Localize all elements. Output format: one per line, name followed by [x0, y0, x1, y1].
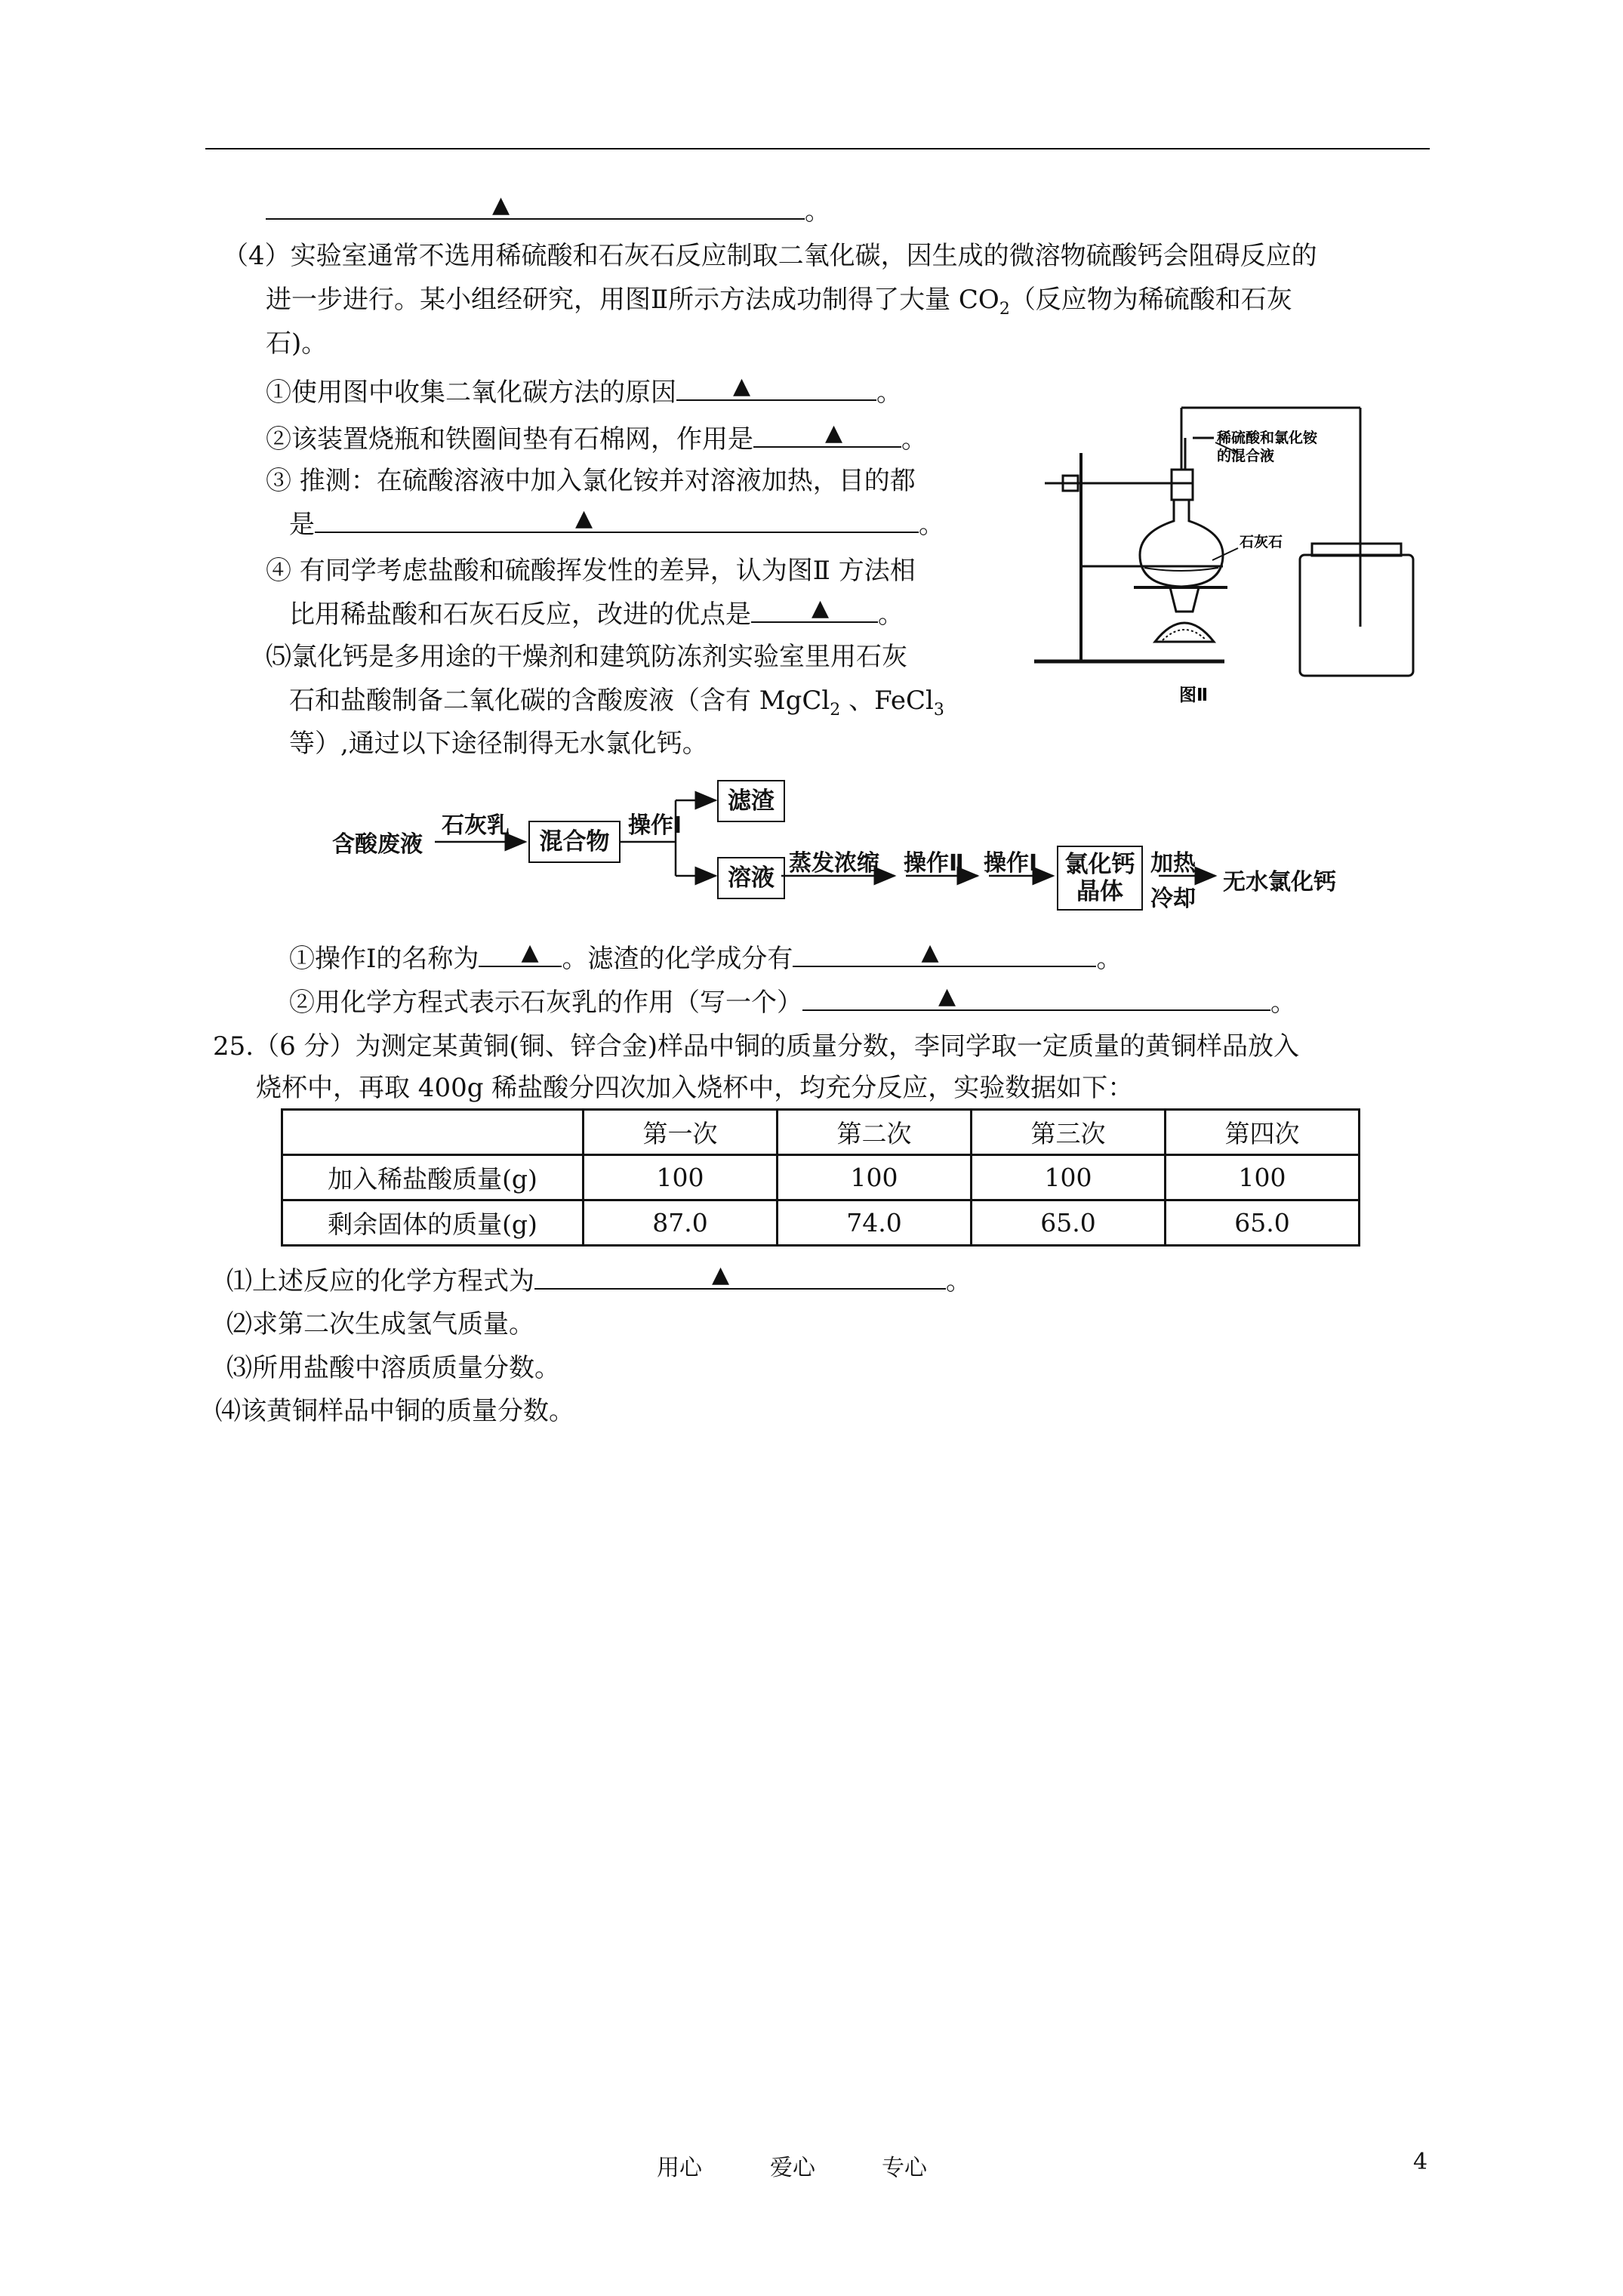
- flow-reagent: 石灰乳: [442, 812, 510, 839]
- flow-cool: 冷却: [1150, 886, 1196, 912]
- table-cell: 65.0: [1166, 1200, 1360, 1246]
- flow-op1b: 操作Ⅰ: [984, 850, 1038, 877]
- table-cell: 65.0: [972, 1200, 1166, 1246]
- answer-blank[interactable]: ▲: [315, 506, 919, 533]
- table-cell: 74.0: [778, 1200, 972, 1246]
- q24-4-sub3-line2: 是 ▲ 。: [289, 505, 944, 540]
- footer-word-3: 专心: [882, 2155, 927, 2181]
- table-cell: 100: [778, 1155, 972, 1200]
- q25-intro-line1: 25.（6 分）为测定某黄铜(铜、锌合金)样品中铜的质量分数，李同学取一定质量的黄铜样品放入: [213, 1031, 1300, 1062]
- page-number: 4: [1413, 2149, 1428, 2175]
- q24-4-intro-line2: 进一步进行。某小组经研究，用图Ⅱ所示方法成功制得了大量 $CO_2$（反应物为稀硫酸和石灰: [266, 285, 1292, 319]
- apparatus-figure: [1034, 393, 1457, 725]
- footer-word-2: 爱心: [770, 2155, 815, 2181]
- table-cell: 100: [584, 1155, 778, 1200]
- q24-4-sub5-line3: 等）,通过以下途径制得无水氯化钙。: [289, 729, 708, 759]
- table-cell: 100: [1166, 1155, 1360, 1200]
- figure-caption: 图Ⅱ: [1179, 686, 1209, 705]
- flow-op2: 操作Ⅱ: [904, 850, 964, 877]
- q24-4-sub3-line1: ③ 推测：在硫酸溶液中加入氯化铵并对溶液加热，目的都: [266, 466, 916, 496]
- header-rule: [205, 148, 1430, 149]
- answer-blank[interactable]: ▲: [534, 1262, 946, 1290]
- answer-blank[interactable]: ▲: [793, 940, 1096, 967]
- answer-blank[interactable]: ▲: [266, 193, 805, 220]
- table-header-row: [282, 1110, 1360, 1155]
- table-header-cell: 第二次: [778, 1110, 972, 1155]
- flow-start: 含酸废液: [332, 831, 423, 858]
- table-header-cell: 第三次: [972, 1110, 1166, 1155]
- figure-label-limestone: 石灰石: [1240, 534, 1283, 550]
- answer-blank[interactable]: ▲: [753, 421, 901, 448]
- flow-heat: 加热: [1150, 850, 1196, 877]
- table-cell: 加入稀盐酸质量(g): [282, 1155, 584, 1200]
- answer-blank[interactable]: ▲: [751, 596, 878, 623]
- q24-4-process-q2: ②用化学方程式表示石灰乳的作用（写一个） ▲ 。: [289, 983, 1296, 1018]
- footer-word-1: 用心: [657, 2155, 702, 2181]
- q24-4-sub2: ②该装置烧瓶和铁圈间垫有石棉网，作用是 ▲ 。: [266, 420, 927, 455]
- table-cell: 100: [972, 1155, 1166, 1200]
- answer-blank[interactable]: ▲: [479, 940, 562, 967]
- flow-evap: 蒸发浓缩: [789, 850, 879, 877]
- flow-mixture-box: 混合物: [528, 821, 621, 863]
- q25-sub1: ⑴上述反应的化学方程式为 ▲ 。: [226, 1262, 972, 1296]
- table-cell: 87.0: [584, 1200, 778, 1246]
- q25-intro-line2: 烧杯中，再取 400g 稀盐酸分四次加入烧杯中，均充分反应，实验数据如下：: [256, 1073, 1134, 1103]
- flow-crystal-box: [1057, 846, 1143, 911]
- data-table: [281, 1108, 1360, 1247]
- flow-op1: 操作Ⅰ: [628, 812, 682, 839]
- figure-label-mix-1: 稀硫酸和氯化铵: [1217, 430, 1318, 446]
- table-header-cell: 第四次: [1166, 1110, 1360, 1155]
- q25-sub3: ⑶所用盐酸中溶质质量分数。: [226, 1353, 560, 1383]
- table-header-cell: [282, 1110, 584, 1155]
- table-row: [282, 1200, 1360, 1246]
- flow-crystal-line1: 氯化钙: [1064, 851, 1135, 878]
- flow-crystal-line2: 晶体: [1076, 878, 1123, 905]
- table-row: [282, 1155, 1360, 1200]
- figure-label-mix-2: 的混合液: [1217, 448, 1275, 464]
- table-cell: 剩余固体的质量(g): [282, 1200, 584, 1246]
- q24-4-sub5-line2: 石和盐酸制备二氧化碳的含酸废液（含有 MgCl$_2$ 、FeCl$_3$: [289, 686, 944, 720]
- q24-4-sub4-line1: ④ 有同学考虑盐酸和硫酸挥发性的差异，认为图Ⅱ 方法相: [266, 556, 916, 586]
- q24-4-sub1: ①使用图中收集二氧化碳方法的原因 ▲ 。: [266, 373, 902, 408]
- q24-4-sub4-line2: 比用稀盐酸和石灰石反应，改进的优点是 ▲ 。: [289, 595, 904, 630]
- q24-4-intro-line1: （4）实验室通常不选用稀硫酸和石灰石反应制取二氧化碳，因生成的微溶物硫酸钙会阻碍反应的: [223, 241, 1317, 271]
- q25-sub4: ⑷该黄铜样品中铜的质量分数。: [215, 1396, 574, 1426]
- q25-sub2: ⑵求第二次生成氢气质量。: [226, 1309, 534, 1339]
- continuation-line: ▲ 。: [266, 193, 830, 229]
- flow-residue-box: 滤渣: [717, 780, 785, 822]
- q24-4-process-q1: ①操作Ⅰ的名称为 ▲ 。滤渣的化学成分有 ▲ 。: [289, 939, 1123, 974]
- q24-4-sub5-line1: ⑸氯化钙是多用途的干燥剂和建筑防冻剂实验室里用石灰: [266, 642, 907, 672]
- q24-4-intro-line3: 石)。: [266, 328, 328, 359]
- answer-blank[interactable]: ▲: [802, 984, 1270, 1011]
- table-header-cell: 第一次: [584, 1110, 778, 1155]
- flow-solution-box: 溶液: [717, 857, 785, 899]
- answer-blank[interactable]: ▲: [676, 374, 876, 401]
- flow-product: 无水氯化钙: [1223, 869, 1336, 895]
